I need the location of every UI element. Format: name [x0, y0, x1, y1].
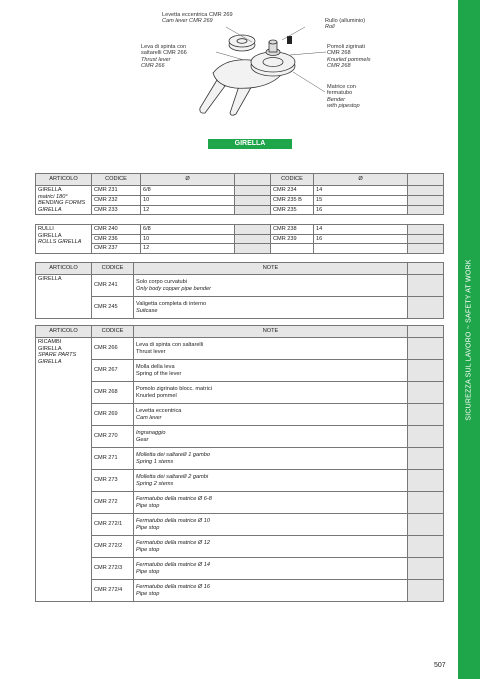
- note-en: Thrust lever: [136, 348, 166, 355]
- empty-cell: [235, 244, 271, 254]
- note-it: Levetta eccentrica: [136, 407, 182, 414]
- code-cell: CMR 245: [92, 297, 134, 319]
- diameter-cell: 14: [314, 186, 408, 196]
- code-cell: CMR 272/1: [92, 514, 134, 536]
- empty-cell: [235, 225, 271, 235]
- empty-cell: [408, 205, 444, 215]
- table-row: [36, 382, 444, 404]
- note-cell: [134, 448, 408, 470]
- article-line: GIRELLA: [38, 206, 62, 213]
- empty-cell: [235, 186, 271, 196]
- label-thrust-lever-en1: Thrust lever: [141, 56, 171, 63]
- code-cell: CMR 239: [271, 234, 314, 244]
- header-articolo: ARTICOLO: [36, 326, 92, 338]
- table-row: [36, 492, 444, 514]
- header-codice: CODICE: [92, 263, 134, 275]
- diameter-cell: 16: [314, 234, 408, 244]
- empty-cell: [235, 205, 271, 215]
- article-line: RICAMBI: [38, 339, 62, 345]
- code-cell: CMR 267: [92, 360, 134, 382]
- table-row: [36, 360, 444, 382]
- label-roll-en: Roll: [325, 24, 335, 31]
- note-it: Fermatubo della matrice Ø 14: [136, 561, 210, 568]
- table-header-row: [36, 174, 444, 186]
- label-bender-it2: fermatubo: [327, 90, 353, 97]
- table-row: [36, 205, 444, 215]
- empty-cell: [408, 580, 444, 602]
- note-en: Pipe stop: [136, 590, 160, 597]
- article-line: GIRELLA: [38, 232, 62, 239]
- empty-cell: [408, 470, 444, 492]
- diameter-cell: 14: [314, 225, 408, 235]
- table-header-row: [36, 326, 444, 338]
- note-en: Spring 1 stems: [136, 458, 174, 465]
- note-cell: [134, 404, 408, 426]
- note-en: Pipe stop: [136, 546, 160, 553]
- code-cell: CMR 237: [92, 244, 141, 254]
- note-it: Molletta dei saltarelli 1 gambo: [136, 451, 210, 458]
- note-it: Leva di spinta con saltarelli: [136, 341, 204, 348]
- code-cell: CMR 272: [92, 492, 134, 514]
- table-row: [36, 338, 444, 360]
- note-it: Fermatubo della matrice Ø 10: [136, 517, 210, 524]
- note-it: Fermatubo della matrice Ø 12: [136, 539, 210, 546]
- table-row: [36, 514, 444, 536]
- code-cell: CMR 272/2: [92, 536, 134, 558]
- girella-table: [35, 262, 444, 319]
- note-it: Ingranaggio: [136, 429, 166, 436]
- table-row: [36, 244, 444, 254]
- empty-cell: [408, 426, 444, 448]
- header-empty: [408, 326, 444, 338]
- code-cell: CMR 234: [271, 186, 314, 196]
- label-knurled-en1: Knurled pommels: [327, 56, 371, 63]
- header-diameter: Ø: [141, 174, 235, 186]
- label-thrust-lever-it2: saltarelli CMR 266: [141, 50, 187, 57]
- table-row: [36, 275, 444, 297]
- header-empty: [235, 174, 271, 186]
- empty-cell: [408, 297, 444, 319]
- empty-cell: [408, 234, 444, 244]
- note-en: Gear: [136, 436, 149, 443]
- label-bender-en2: with pipestop: [327, 103, 360, 110]
- article-cell: [36, 338, 92, 602]
- label-bender-en1: Bender: [327, 96, 346, 103]
- diameter-cell: 12: [141, 205, 235, 215]
- empty-cell: [408, 492, 444, 514]
- code-cell: CMR 269: [92, 404, 134, 426]
- label-knurled-en2: CMR 268: [327, 63, 351, 70]
- section-title: GIRELLA: [208, 139, 292, 149]
- header-empty-2: [408, 174, 444, 186]
- code-cell: CMR 273: [92, 470, 134, 492]
- code-cell: CMR 266: [92, 338, 134, 360]
- table-header-row: [36, 263, 444, 275]
- label-cam-lever: [162, 12, 233, 25]
- empty-cell: [408, 195, 444, 205]
- article-line: BENDING FORMS: [38, 200, 86, 207]
- header-codice-2: CODICE: [271, 174, 314, 186]
- empty-cell: [408, 186, 444, 196]
- label-thrust-lever-en2: CMR 266: [141, 63, 165, 70]
- label-knurled-it2: CMR 268: [327, 50, 351, 57]
- empty-cell: [408, 536, 444, 558]
- code-cell: CMR 238: [271, 225, 314, 235]
- empty-cell: [408, 225, 444, 235]
- note-en: Cam lever: [136, 414, 162, 421]
- note-cell: [134, 558, 408, 580]
- page-number: 507: [434, 662, 446, 669]
- table-row: [36, 536, 444, 558]
- note-en: Pipe stop: [136, 568, 160, 575]
- empty-cell: [408, 404, 444, 426]
- label-cam-lever-en: Cam lever CMR 269: [162, 18, 213, 25]
- bending-forms-table: [35, 173, 444, 215]
- code-cell: CMR 235 B: [271, 195, 314, 205]
- note-en: Knurled pommel: [136, 392, 177, 399]
- code-cell: CMR 236: [92, 234, 141, 244]
- note-cell: [134, 360, 408, 382]
- code-cell: CMR 240: [92, 225, 141, 235]
- empty-cell: [408, 558, 444, 580]
- diameter-cell: [314, 244, 408, 254]
- header-codice: CODICE: [92, 174, 141, 186]
- diameter-cell: 10: [141, 195, 235, 205]
- note-it: Fermatubo della matrice Ø 16: [136, 583, 210, 590]
- note-en: Spring of the lever: [136, 370, 182, 377]
- note-cell: [134, 338, 408, 360]
- note-cell: [134, 536, 408, 558]
- code-cell: CMR 232: [92, 195, 141, 205]
- note-cell: [134, 297, 408, 319]
- table-row: [36, 426, 444, 448]
- label-bender-it1: Matrice con: [327, 84, 356, 90]
- table-row: [36, 448, 444, 470]
- table-row: [36, 225, 444, 235]
- table-row: [36, 470, 444, 492]
- empty-cell: [408, 360, 444, 382]
- note-cell: [134, 580, 408, 602]
- note-it: Molletta dei saltarelli 2 gambi: [136, 473, 209, 480]
- label-roll-it: Rullo (alluminio): [325, 18, 366, 24]
- article-line: GIRELLA: [38, 187, 62, 193]
- empty-cell: [408, 275, 444, 297]
- code-cell: CMR 271: [92, 448, 134, 470]
- article-line: RULLI: [38, 226, 54, 232]
- article-cell: [36, 186, 92, 215]
- code-cell: [271, 244, 314, 254]
- diameter-cell: 16: [314, 205, 408, 215]
- code-cell: CMR 270: [92, 426, 134, 448]
- header-articolo: ARTICOLO: [36, 174, 92, 186]
- label-roll: [325, 18, 365, 31]
- code-cell: CMR 233: [92, 205, 141, 215]
- header-diameter-2: Ø: [314, 174, 408, 186]
- note-cell: [134, 470, 408, 492]
- empty-cell: [408, 448, 444, 470]
- spare-parts-table: [35, 325, 444, 602]
- table-row: [36, 195, 444, 205]
- diameter-cell: 12: [141, 244, 235, 254]
- note-cell: [134, 382, 408, 404]
- note-en: Suitcase: [136, 307, 158, 314]
- label-cam-lever-it: Levetta eccentrica CMR 269: [162, 12, 233, 18]
- note-it: Pomolo zigrinato blocc. matrici: [136, 385, 212, 392]
- code-cell: CMR 241: [92, 275, 134, 297]
- table-row: [36, 234, 444, 244]
- article-line: matrici 180°: [38, 193, 68, 200]
- leader-lines: [0, 0, 480, 140]
- table-row: [36, 404, 444, 426]
- code-cell: CMR 231: [92, 186, 141, 196]
- empty-cell: [408, 514, 444, 536]
- diameter-cell: 15: [314, 195, 408, 205]
- header-codice: CODICE: [92, 326, 134, 338]
- table-row: [36, 297, 444, 319]
- empty-cell: [235, 234, 271, 244]
- empty-cell: [408, 244, 444, 254]
- note-en: Only body copper pipe bender: [136, 285, 211, 292]
- sidebar-text: SICUREZZA SUL LAVORO ~ SAFETY AT WORK: [465, 259, 473, 421]
- header-empty: [408, 263, 444, 275]
- note-it: Fermatubo della matrice Ø 6-8: [136, 495, 212, 502]
- note-cell: [134, 275, 408, 297]
- note-en: Spring 2 stems: [136, 480, 174, 487]
- empty-cell: [235, 195, 271, 205]
- code-cell: CMR 272/3: [92, 558, 134, 580]
- label-thrust-lever: [141, 44, 187, 70]
- article-line: ROLLS GIRELLA: [38, 239, 82, 246]
- article-line: SPARE PARTS: [38, 352, 77, 359]
- diameter-cell: 6/8: [141, 225, 235, 235]
- article-line: GIRELLA: [38, 358, 62, 365]
- note-cell: [134, 492, 408, 514]
- label-knurled-pommels: [327, 44, 371, 70]
- diameter-cell: 10: [141, 234, 235, 244]
- header-articolo: ARTICOLO: [36, 263, 92, 275]
- header-note: NOTE: [134, 263, 408, 275]
- code-cell: CMR 272/4: [92, 580, 134, 602]
- label-thrust-lever-it1: Leva di spinta con: [141, 44, 187, 50]
- diameter-cell: 6/8: [141, 186, 235, 196]
- header-note: NOTE: [134, 326, 408, 338]
- note-it: Solo corpo curvatubi: [136, 278, 187, 285]
- note-en: Pipe stop: [136, 502, 160, 509]
- table-row: [36, 558, 444, 580]
- article-line: GIRELLA: [38, 345, 62, 352]
- code-cell: CMR 235: [271, 205, 314, 215]
- note-cell: [134, 426, 408, 448]
- label-bender: [327, 84, 360, 110]
- note-en: Pipe stop: [136, 524, 160, 531]
- empty-cell: [408, 338, 444, 360]
- table-row: [36, 580, 444, 602]
- label-knurled-it1: Pomoli zigrinati: [327, 44, 365, 50]
- empty-cell: [408, 382, 444, 404]
- rolls-table: [35, 224, 444, 254]
- article-cell: [36, 225, 92, 254]
- article-cell: GIRELLA: [36, 275, 92, 319]
- code-cell: CMR 268: [92, 382, 134, 404]
- note-it: Molla della leva: [136, 363, 175, 370]
- note-it: Valigetta completa di interno: [136, 300, 207, 307]
- note-cell: [134, 514, 408, 536]
- table-row: [36, 186, 444, 196]
